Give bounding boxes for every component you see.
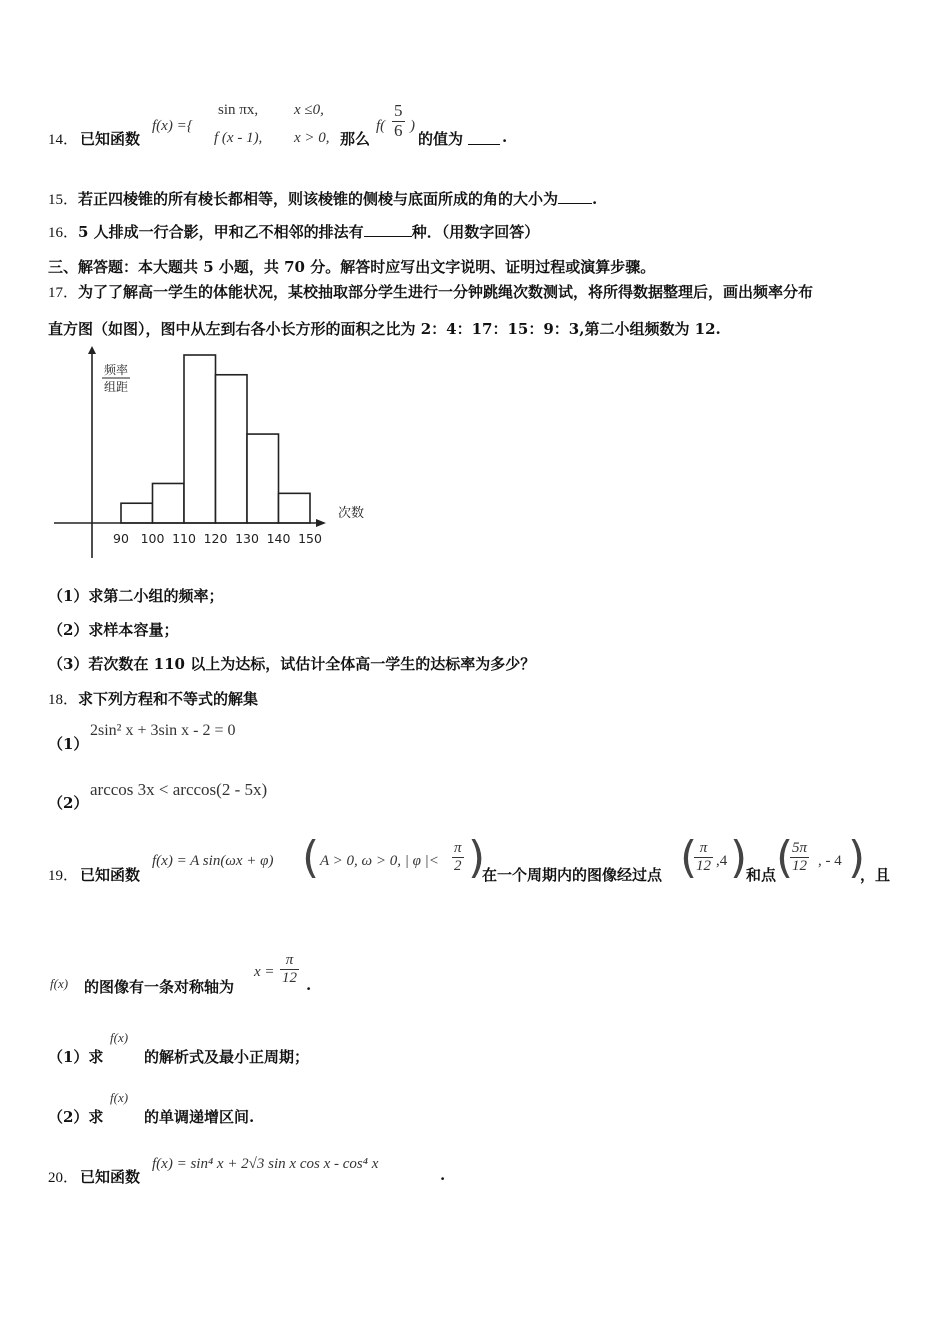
q14-case1-expr: sin πx, (218, 102, 259, 118)
q14-number: 14． (48, 132, 79, 148)
q17-line1-text: 为了了解高一学生的体能状况，某校抽取部分学生进行一分钟跳绳次数测试，将所得数据整理后，画出频率分布 (78, 283, 814, 301)
q19-sub1-f: f(x) (110, 1030, 129, 1045)
q19-p2-den: 12 (792, 857, 807, 874)
histogram-tick-150: 150 (298, 531, 322, 546)
q17-sub3: （3）若次数在 110 以上为达标，试估计全体高一学生的达标率为多少？ (48, 655, 536, 673)
q18 (48, 688, 258, 709)
q14-case2-cond: x > 0, (294, 130, 330, 146)
q14-tail: 的值为 (418, 130, 464, 148)
q19-p1-rparen: ) (730, 832, 748, 883)
histogram-tick-100: 100 (140, 531, 165, 546)
q19-p1-den: 12 (696, 857, 711, 874)
q19-p2-y: , - 4 (818, 853, 842, 869)
histogram-tick-90: 90 (113, 531, 129, 546)
q14-f-left: f(x) ={ (152, 118, 193, 134)
section-3-heading: 三、解答题：本大题共 5 小题，共 70 分。解答时应写出文字说明、证明过程或演算步骤。 (48, 258, 656, 276)
x-axis-arrow-icon (316, 519, 326, 527)
q19-axis-den: 12 (282, 969, 297, 986)
q19-p1-y: ,4 (716, 853, 728, 869)
q19-end: ，且 (860, 866, 891, 884)
q19-cond-rparen: ) (468, 832, 486, 883)
q19-line2-text: 的图像有一条对称轴为 (84, 978, 235, 996)
q17-line1 (48, 281, 813, 302)
histogram-x-label: 次数 (337, 506, 365, 521)
q16-text: 5 人排成一行合影，甲和乙不相邻的排法有 (78, 223, 364, 241)
q19-cond-num: π (454, 840, 462, 856)
histogram-bar-120-130 (216, 375, 248, 523)
q19-axis-lhs: x = (254, 964, 275, 980)
q19-sub1-label: （1）求 (48, 1048, 104, 1066)
q19-p1-num: π (694, 840, 713, 858)
q15-end: . (592, 190, 598, 208)
histogram-tick-130: 130 (235, 531, 259, 546)
histogram-tick-110: 110 (172, 531, 196, 546)
histogram-bar-130-140 (247, 434, 279, 523)
q15 (48, 188, 597, 209)
q20-number: 20． (48, 1170, 79, 1186)
histogram-bar-90-100 (121, 503, 153, 523)
q17-sub2: （2）求样本容量； (48, 621, 179, 639)
q17-line2: 直方图（如图），图中从左到右各小长方形的面积之比为 2：4：17：15：9：3,第二小组频数为 12. (48, 320, 721, 338)
q19-p1-frac (694, 840, 713, 874)
q19-cond-lparen: ( (302, 832, 320, 883)
histogram-y-label-bottom: 组距 (103, 380, 129, 394)
q18-sub2-expr: arccos 3x < arccos(2 - 5x) (90, 780, 268, 799)
histogram-bar-140-150 (279, 493, 311, 523)
q19-p2-num: 5π (792, 840, 808, 856)
histogram-bar-100-110 (153, 483, 185, 523)
q19-axis-end: . (306, 976, 312, 994)
q19-sub2-f: f(x) (110, 1090, 129, 1105)
q19-text: 已知函数 (80, 866, 141, 884)
q20-end: . (440, 1166, 446, 1184)
q20-f-expr: f(x) = sin⁴ x + 2√3 sin x cos x - cos⁴ x (152, 1156, 379, 1172)
q20-text: 已知函数 (80, 1168, 141, 1186)
histogram-bar-110-120 (184, 355, 216, 523)
y-axis-arrow-icon (88, 346, 96, 354)
q15-number: 15． (48, 192, 79, 208)
q19-cond-frac (452, 840, 464, 874)
q19-axis-num: π (280, 952, 299, 970)
q19-p2-rparen: ) (848, 832, 866, 883)
q17-sub1: （1）求第二小组的频率； (48, 587, 224, 605)
q19-axis-frac (280, 952, 299, 986)
q19-cond-den: 2 (454, 857, 462, 874)
q19-sub1-text: 的解析式及最小正周期； (144, 1048, 310, 1066)
q14-case1-cond: x ≤0, (294, 102, 324, 118)
q14-fraction (392, 102, 405, 140)
q19-sub2-text: 的单调递增区间. (144, 1108, 255, 1126)
q18-number: 18． (48, 692, 79, 708)
q14-f-eval: f( (376, 118, 386, 134)
histogram-tick-140: 140 (266, 531, 291, 546)
q17-number: 17． (48, 285, 79, 301)
q14-case2-expr: f (x - 1), (214, 130, 263, 146)
q15-text: 若正四棱锥的所有棱长都相等，则该棱锥的侧棱与底面所成的角的大小为 (78, 190, 559, 208)
q19-p2-lparen: ( (776, 832, 794, 883)
q19-mid: 在一个周期内的图像经过点 (482, 866, 663, 884)
q14-close: ) (410, 118, 415, 134)
q14-frac-den: 6 (394, 120, 403, 140)
histogram-tick-120: 120 (203, 531, 228, 546)
q15-answer-blank (558, 189, 592, 204)
q19-sub2-label: （2）求 (48, 1108, 104, 1126)
q16-number: 16． (48, 225, 79, 241)
q14-then: 那么 (340, 130, 371, 148)
q16-answer-blank (364, 222, 412, 237)
q19-f-expr: f(x) = A sin(ωx + φ) (152, 853, 274, 869)
q18-text: 求下列方程和不等式的解集 (78, 690, 259, 708)
q14-end: . (502, 128, 508, 146)
q14-text: 已知函数 (80, 130, 141, 148)
q19-cond: A > 0, ω > 0, | φ |< (320, 853, 439, 869)
q16 (48, 221, 539, 242)
q14-answer-blank (468, 130, 500, 145)
q19-and: 和点 (746, 866, 777, 884)
q14-frac-num: 5 (394, 101, 403, 120)
q19-p2-frac (790, 840, 809, 874)
q19-line2-f: f(x) (50, 976, 69, 991)
q18-sub1-label: （1） (48, 735, 89, 753)
histogram-y-label-top: 频率 (103, 363, 129, 377)
histogram-chart (48, 346, 378, 566)
q19-number: 19． (48, 868, 79, 884)
q19-p1-lparen: ( (680, 832, 698, 883)
q18-sub1-expr: 2sin² x + 3sin x - 2 = 0 (90, 722, 236, 739)
q18-sub2-label: （2） (48, 794, 89, 812)
q16-tail: 种．（用数字回答） (411, 223, 540, 241)
